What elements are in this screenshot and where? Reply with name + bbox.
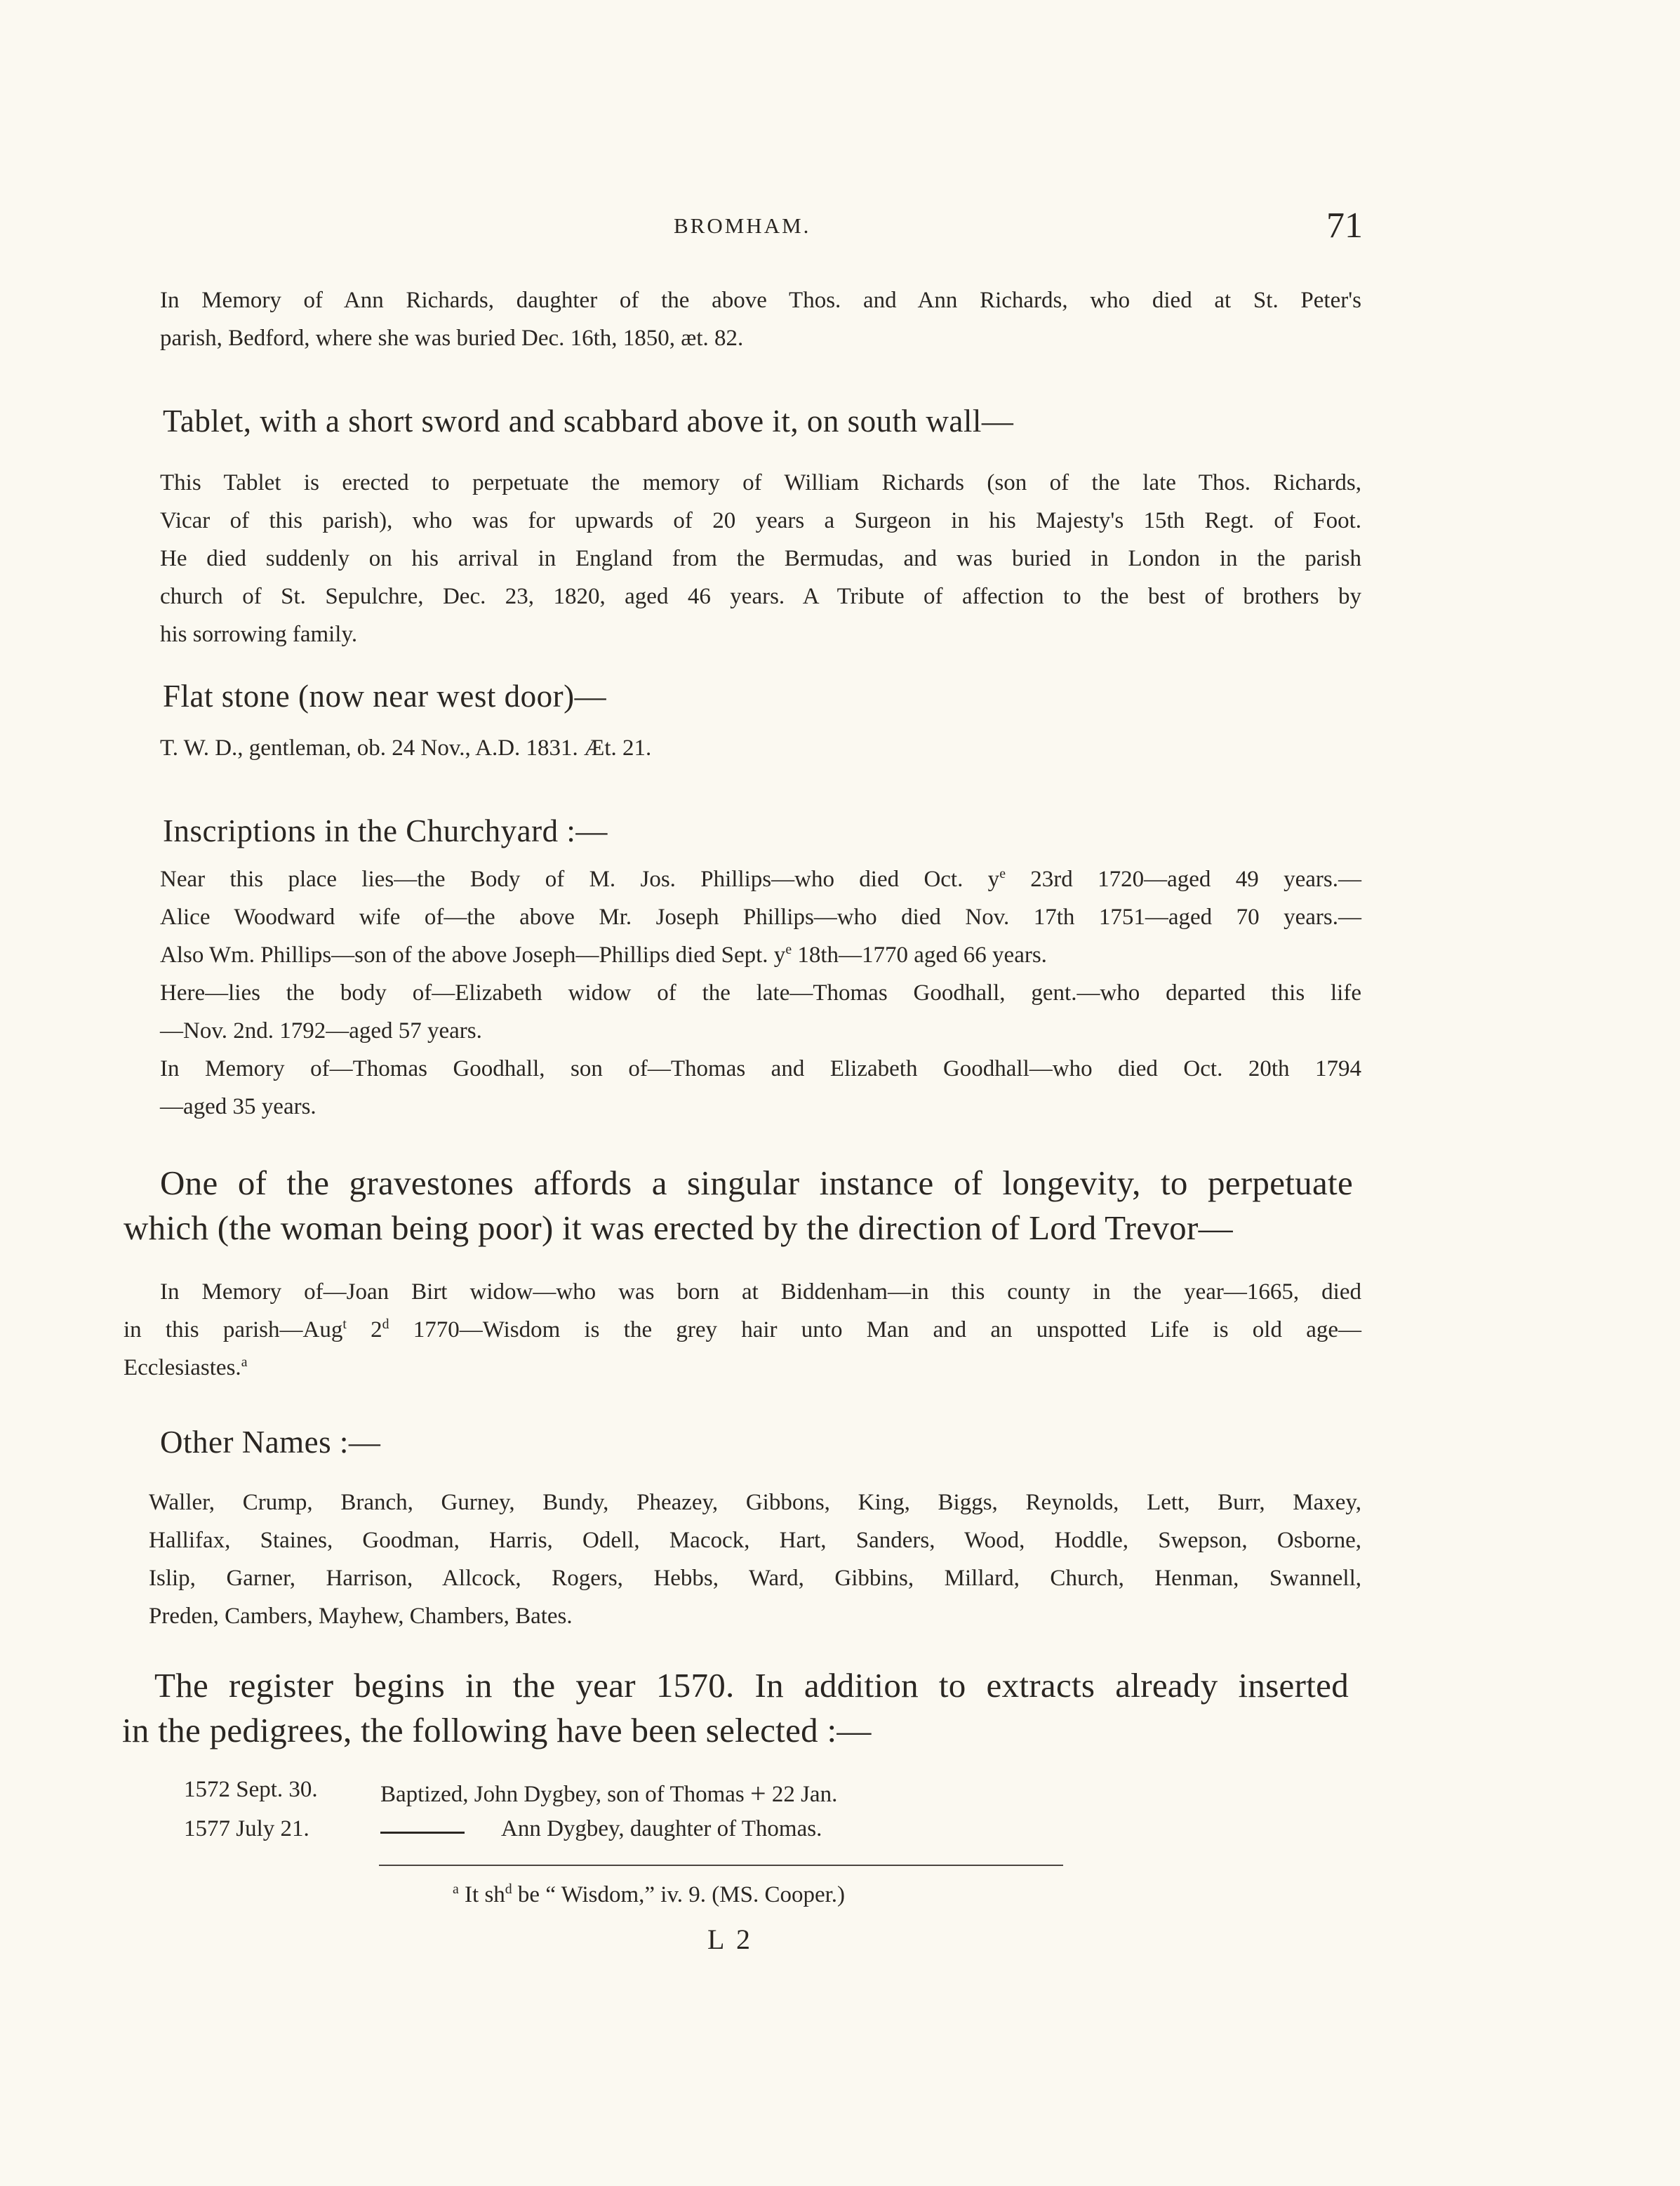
text-line: Alice Woodward wife of—the above Mr. Joseph Phillips—who died Nov. 17th 1751—aged 70 years.—	[160, 905, 1361, 930]
flat-stone-heading: Flat stone (now near west door)—	[163, 679, 607, 714]
text-line: —aged 35 years.	[160, 1094, 316, 1119]
text-line: Ecclesiastes.$^a$	[124, 1354, 248, 1380]
flat-stone-inscription: T. W. D., gentleman, ob. 24 Nov., A.D. 1831. Æt. 21.	[160, 735, 652, 761]
register-date: 1572 Sept. 30.	[184, 1777, 318, 1802]
page-number: 71	[1326, 206, 1363, 246]
text-line: Islip, Garner, Harrison, Allcock, Rogers, Hebbs, Ward, Gibbins, Millard, Church, Henman, Swannell,	[149, 1566, 1361, 1591]
gravestone-heading	[124, 1161, 1353, 1251]
footnote-rule	[379, 1865, 1063, 1866]
ditto-rule	[380, 1832, 465, 1834]
register-heading	[122, 1663, 1349, 1753]
churchyard-heading: Inscriptions in the Churchyard :—	[163, 813, 608, 848]
text-line: Also Wm. Phillips—son of the above Joseph—Phillips died Sept. $y^e$ 18th—1770 aged 66 years.	[160, 942, 1047, 968]
text-line: in this parish—Aug$^t$ 2$^d$ 1770—Wisdom is the grey hair unto Man and an unspotted Life is old age—	[124, 1317, 1362, 1342]
tablet-inscription	[160, 464, 1361, 653]
text-line: his sorrowing family.	[160, 622, 358, 647]
heading-line: in the pedigrees, the following have been selected :—	[122, 1711, 872, 1750]
heading-line: which (the woman being poor) it was erected by the direction of Lord Trevor—	[124, 1208, 1233, 1247]
text-line: This Tablet is erected to perpetuate the memory of William Richards (son of the late Thos. Richards,	[160, 470, 1361, 495]
other-names-heading: Other Names :—	[160, 1425, 381, 1460]
text-line: In Memory of Ann Richards, daughter of the above Thos. and Ann Richards, who died at St. Peter's	[160, 288, 1361, 313]
register-text: Baptized, John Dygbey, son of Thomas + 22 Jan.	[380, 1778, 838, 1809]
cross-mark: +	[750, 1778, 766, 1809]
text-line: In Memory of—Joan Birt widow—who was born at Biddenham—in this county in the year—1665, died	[160, 1279, 1361, 1305]
churchyard-inscriptions	[160, 860, 1361, 1126]
text-line: parish, Bedford, where she was buried Dec. 16th, 1850, æt. 82.	[160, 326, 744, 351]
other-names-list	[149, 1484, 1361, 1635]
text-line: church of St. Sepulchre, Dec. 23, 1820, aged 46 years. A Tribute of affection to the best of brothers by	[160, 584, 1361, 609]
text-line: Preden, Cambers, Mayhew, Chambers, Bates.	[149, 1604, 573, 1629]
text-line: Here—lies the body of—Elizabeth widow of the late—Thomas Goodhall, gent.—who departed this life	[160, 980, 1361, 1006]
heading-line: The register begins in the year 1570. In addition to extracts already inserted	[154, 1666, 1349, 1705]
signature-mark: L 2	[707, 1924, 753, 1955]
ann-richards-inscription	[160, 281, 1361, 357]
footnote: $^a$ It $sh^d$ be “ Wisdom,” iv. 9. (MS. Cooper.)	[453, 1881, 846, 1907]
text-line: —Nov. 2nd. 1792—aged 57 years.	[160, 1018, 482, 1044]
text-line: In Memory of—Thomas Goodhall, son of—Thomas and Elizabeth Goodhall—who died Oct. 20th 1794	[160, 1056, 1361, 1081]
text-line: Near this place lies—the Body of M. Jos. Phillips—who died Oct. $y^e$ 23rd 1720—aged 49 years.—	[160, 866, 1361, 892]
register-date: 1577 July 21.	[184, 1816, 309, 1841]
text-line: Waller, Crump, Branch, Gurney, Bundy, Pheazey, Gibbons, King, Biggs, Reynolds, Lett, Burr, Maxey,	[149, 1490, 1361, 1515]
text-line: He died suddenly on his arrival in England from the Bermudas, and was buried in London in the parish	[160, 546, 1361, 571]
text-line: Hallifax, Staines, Goodman, Harris, Odell, Macock, Hart, Sanders, Wood, Hoddle, Swepson, Osborne,	[149, 1528, 1361, 1553]
heading-line: One of the gravestones affords a singular instance of longevity, to perpetuate	[160, 1164, 1353, 1202]
running-title: BROMHAM.	[674, 213, 811, 238]
tablet-heading: Tablet, with a short sword and scabbard above it, on south wall—	[163, 404, 1014, 439]
register-text: Ann Dygbey, daughter of Thomas.	[501, 1816, 822, 1841]
text-line: Vicar of this parish), who was for upwards of 20 years a Surgeon in his Majesty's 15th Regt. of Foot.	[160, 508, 1361, 533]
gravestone-inscription	[124, 1273, 1361, 1387]
